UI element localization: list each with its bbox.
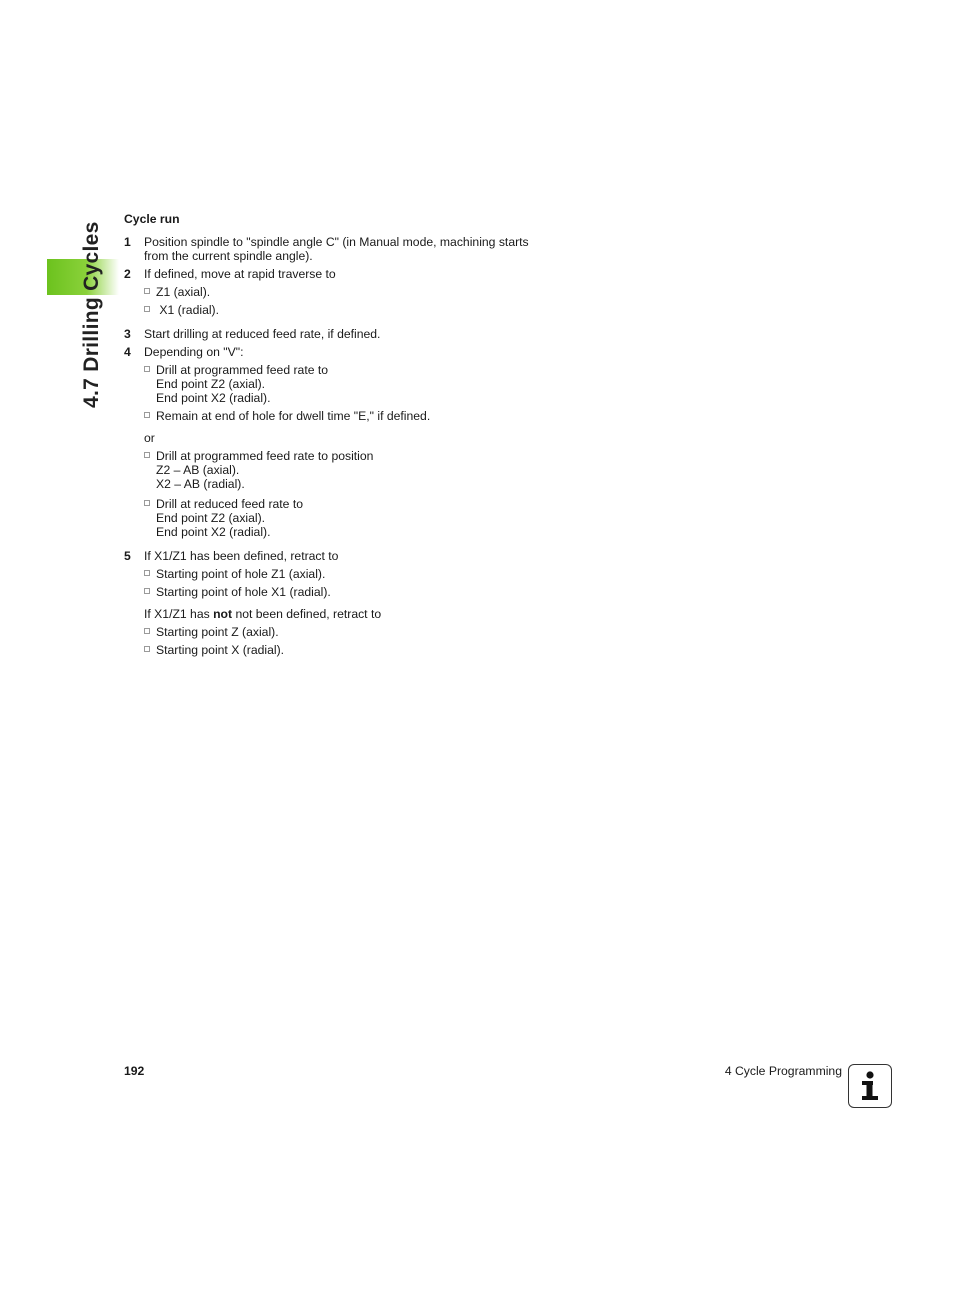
list-item: Remain at end of hole for dwell time "E," if defined.: [144, 409, 544, 423]
bullet-square-icon: [144, 628, 150, 634]
page-number: 192: [124, 1064, 145, 1078]
step-text: If X1/Z1 has been defined, retract to: [144, 549, 339, 563]
bullet-square-icon: [144, 366, 150, 372]
chapter-title: 4 Cycle Programming: [724, 1064, 842, 1078]
bullet-square-icon: [144, 570, 150, 576]
step-5: [124, 549, 544, 657]
step-text: Depending on "V":: [144, 345, 244, 359]
list-item: Drill at programmed feed rate to End point Z2 (axial). End point X2 (radial).: [144, 363, 544, 405]
step-number: 1: [124, 235, 131, 249]
step-1: [124, 235, 544, 263]
list-item: Starting point Z (axial).: [144, 625, 544, 639]
list-item: Starting point X (radial).: [144, 643, 544, 657]
list-item: Drill at programmed feed rate to position Z2 – AB (axial). X2 – AB (radial).: [144, 449, 544, 491]
step-2: [124, 267, 544, 317]
step-text: Start drilling at reduced feed rate, if defined.: [144, 327, 381, 341]
step-number: 5: [124, 549, 131, 563]
bullet-square-icon: [144, 306, 150, 312]
bullet-square-icon: [144, 452, 150, 458]
bullet-square-icon: [144, 412, 150, 418]
list-item: Starting point of hole X1 (radial).: [144, 585, 544, 599]
bullet-square-icon: [144, 500, 150, 506]
cycle-run-heading: Cycle run: [124, 212, 180, 226]
step-3: [124, 327, 544, 341]
not-defined-text: If X1/Z1 has not not been defined, retract to: [144, 607, 382, 621]
info-icon: [848, 1064, 892, 1108]
bullet-square-icon: [144, 288, 150, 294]
list-item: Starting point of hole Z1 (axial).: [144, 567, 544, 581]
bullet-square-icon: [144, 646, 150, 652]
step-number: 3: [124, 327, 131, 341]
step-text: Position spindle to "spindle angle C" (in Manual mode, machining starts from the current spindle angle).: [144, 235, 529, 263]
list-item: X1 (radial).: [144, 303, 544, 317]
section-title: 4.7 Drilling Cycles: [80, 221, 103, 408]
step-4: [124, 345, 544, 539]
or-label: or: [144, 431, 155, 445]
step-text: If defined, move at rapid traverse to: [144, 267, 336, 281]
step-number: 2: [124, 267, 131, 281]
bullet-square-icon: [144, 588, 150, 594]
list-item: Drill at reduced feed rate to End point Z2 (axial). End point X2 (radial).: [144, 497, 544, 539]
list-item: Z1 (axial).: [144, 285, 544, 299]
cycle-run-section: [124, 212, 544, 661]
step-number: 4: [124, 345, 131, 359]
